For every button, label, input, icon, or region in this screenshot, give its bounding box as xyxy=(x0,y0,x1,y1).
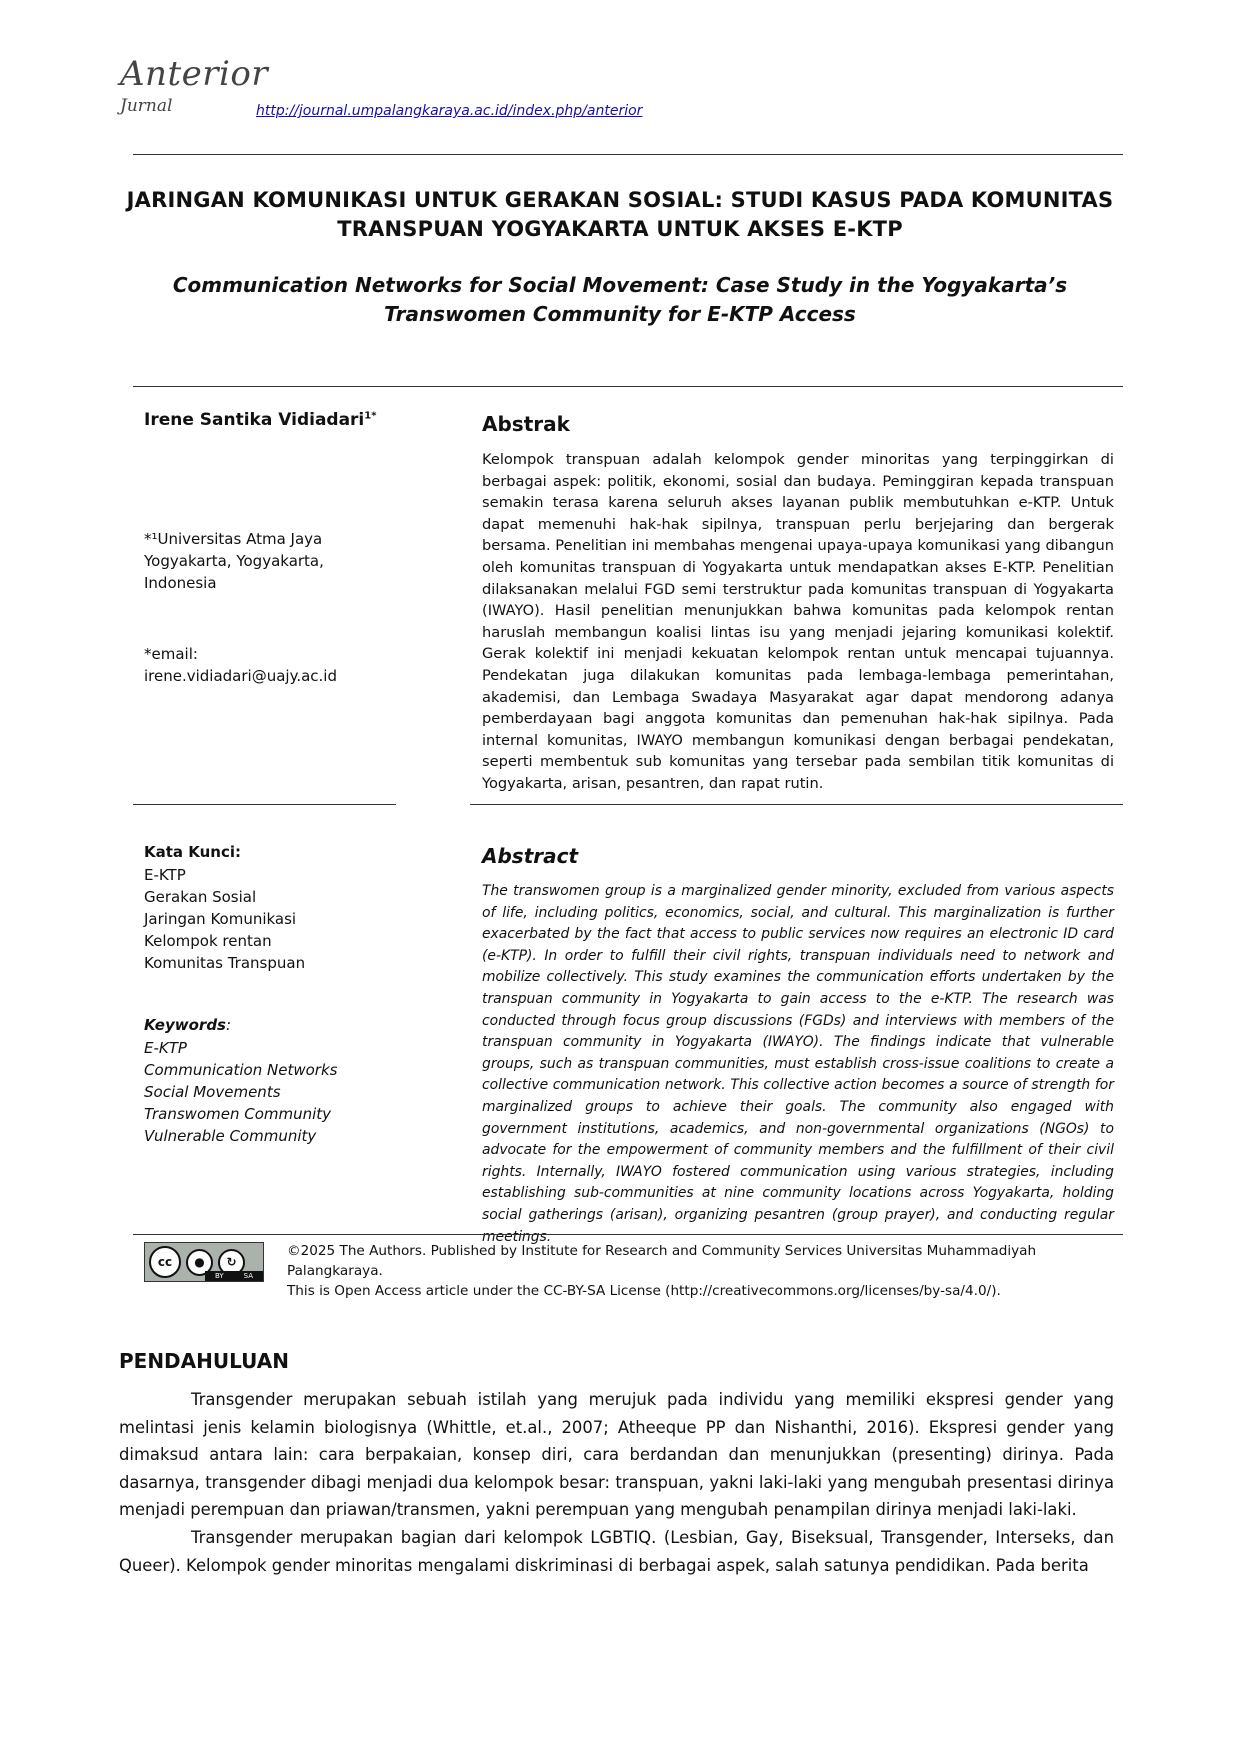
body-paragraph-2: Transgender merupakan bagian dari kelompok LGBTIQ. (Lesbian, Gay, Biseksual, Transgender, Interseks, dan Queer). Kelompok gender minoritas mengalami diskriminasi di berbagai aspek, salah satunya pendidikan. Pada berita xyxy=(119,1528,1114,1575)
author-email[interactable]: irene.vidiadari@uajy.ac.id xyxy=(144,667,337,685)
abstrak-text: Kelompok transpuan adalah kelompok gender minoritas yang terpinggirkan di berbagai aspek: politik, ekonomi, sosial dan budaya. Peminggiran kepada transpuan semakin terasa karena seluruh akses layanan publik membutuhkan e-KTP. Untuk dapat memenuhi hak-hak sipilnya, transpuan perlu berjejaring dan bergerak bersama. Penelitian ini membahas mengenai upaya-upaya komunikasi yang dibangun oleh komunitas transpuan di Yogyakarta untuk mendapatkan akses E-KTP. Penelitian dilaksanakan melalui FGD semi terstruktur pada komunitas transpuan di Yogyakarta (IWAYO). Hasil penelitian menunjukkan bahwa komunitas pada kelompok rentan haruslah membangun koalisi lintas isu yang menjadi jejaring komunikasi kolektif. Gerak kolektif ini menjadi kekuatan kelompok rentan untuk mencapai tujuannya. Pendekatan juga dilakukan komunitas pada lembaga-lembaga pemerintahan, akademisi, dan Lembaga Swadaya Masyarakat agar dapat mendorong adanya pemberdayaan bagi anggota komunitas dan pemenuhan hak-hak sipilnya. Pada internal komunitas, IWAYO membangun komunikasi dengan berbagai pendekatan, seperti membentuk sub komunitas yang tersebar pada sembilan titik komunitas di Yogyakarta, arisan, pesantren, dan rapat rutin. xyxy=(482,451,1114,792)
author-mark: 1* xyxy=(364,410,377,422)
kata-kunci-item: Komunitas Transpuan xyxy=(144,954,306,972)
by-person-icon: ● xyxy=(186,1249,213,1276)
badge-sa-label: SA xyxy=(243,1272,253,1280)
left-divider xyxy=(133,804,396,805)
journal-logo-name: Anterior xyxy=(120,54,269,94)
email-label: *email: xyxy=(144,645,198,663)
kata-kunci-title: Kata Kunci: xyxy=(144,843,242,861)
badge-by-label: BY xyxy=(214,1272,224,1280)
title-divider xyxy=(133,386,1123,387)
author-name xyxy=(144,410,376,430)
keywords-item: Vulnerable Community xyxy=(144,1127,317,1145)
abstract-heading: Abstract xyxy=(482,844,579,868)
kata-kunci-list xyxy=(144,864,305,974)
keywords-title xyxy=(144,1016,231,1034)
kata-kunci-item: Kelompok rentan xyxy=(144,932,272,950)
journal-url-link[interactable]: http://journal.umpalangkaraya.ac.id/index.php/anterior xyxy=(256,103,643,119)
license-line-2: This is Open Access article under the CC-BY-SA License (http://creativecommons.org/licenses/by-sa/4.0/). xyxy=(287,1283,1001,1299)
license-text xyxy=(287,1241,1117,1301)
body-paragraph-1: Transgender merupakan sebuah istilah yang merujuk pada individu yang memiliki ekspresi gender yang melintasi jenis kelamin biologisnya (Whittle, et.al., 2007; Atheeque PP dan Nishanthi, 2016). Ekspresi gender yang dimaksud antara lain: cara berpakaian, konsep diri, cara berdandan dan menunjukkan (presenting) dirinya. Pada dasarnya, transgender dibagi menjadi dua kelompok besar: transpuan, yakni laki-laki yang mengubah presentasi dirinya menjadi perempuan dan priawan/transmen, yakni perempuan yang mengubah penampilan dirinya menjadi laki-laki. xyxy=(119,1390,1114,1519)
license-divider xyxy=(133,1234,1123,1235)
cc-by-sa-badge[interactable] xyxy=(144,1242,264,1282)
title-english: Communication Networks for Social Movement: Case Study in the Yogyakarta’s Transwomen Community for E-KTP Access xyxy=(172,273,1068,326)
author-name-text: Irene Santika Vidiadari xyxy=(144,410,365,430)
keywords-item: E-KTP xyxy=(144,1039,187,1057)
keywords-title-colon: : xyxy=(225,1016,232,1034)
header-divider xyxy=(133,154,1123,155)
keywords-title-text: Keywords xyxy=(144,1016,226,1034)
kata-kunci-item: Jaringan Komunikasi xyxy=(144,910,297,928)
keywords-list xyxy=(144,1037,337,1147)
abstrak-heading: Abstrak xyxy=(482,412,570,436)
badge-labels xyxy=(205,1271,263,1281)
abstract-divider xyxy=(470,804,1123,805)
keywords-item: Communication Networks xyxy=(144,1061,338,1079)
license-line-1: ©2025 The Authors. Published by Institute for Research and Community Services Universitas Muhammadiyah Palangkaraya. xyxy=(287,1243,1037,1279)
section-title: PENDAHULUAN xyxy=(119,1349,289,1373)
keywords-item: Transwomen Community xyxy=(144,1105,332,1123)
abstract-text: The transwomen group is a marginalized gender minority, excluded from various aspects of life, including politics, economics, social, and cultural. This marginalization is further exacerbated by the fact that access to public services now requires an electronic ID card (e-KTP). In order to fulfill their civil rights, transpuan individuals need to network and mobilize collectively. This study examines the communication efforts undertaken by the transpuan community in Yogyakarta to gain access to the e-KTP. The research was conducted through focus group discussions (FGDs) and interviews with members of the transpuan community in Yogyakarta (IWAYO). The findings indicate that vulnerable groups, such as transpuan communities, must establish cross-issue coalitions to create a collective communication network. This collective action becomes a source of strength for marginalized groups to achieve their goals. The community also engaged with government institutions, academics, and non-governmental organizations (NGOs) to advocate for the empowerment of community members and the fulfillment of their civil rights. Internally, IWAYO fostered communication using various strategies, including establishing sub-communities at nine community locations across Yogyakarta, holding social gatherings (arisan), organizing pesantren (group prayer), and conducting regular meetings. xyxy=(482,883,1114,1245)
sa-share-icon: ↻ xyxy=(218,1249,245,1276)
author-affiliation: *¹Universitas Atma Jaya Yogyakarta, Yogyakarta, Indonesia xyxy=(144,530,324,592)
journal-logo-sub: Jurnal xyxy=(120,96,173,116)
title-indonesian: JARINGAN KOMUNIKASI UNTUK GERAKAN SOSIAL: STUDI KASUS PADA KOMUNITAS TRANSPUAN YOGYAKARTA UNTUK AKSES E-KTP xyxy=(126,188,1114,241)
kata-kunci-item: Gerakan Sosial xyxy=(144,888,257,906)
kata-kunci-item: E-KTP xyxy=(144,866,186,884)
keywords-item: Social Movements xyxy=(144,1083,281,1101)
cc-icon: cc xyxy=(149,1246,181,1278)
